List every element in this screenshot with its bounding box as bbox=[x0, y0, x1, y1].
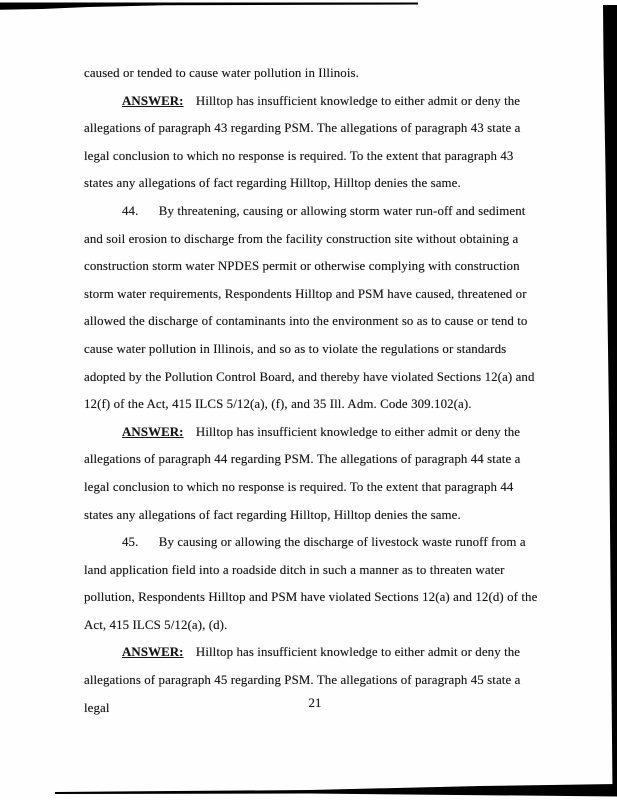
paragraph-number: 44. bbox=[122, 203, 139, 218]
paragraph-text: By threatening, causing or allowing storm water run-off and sediment and soil erosion to discharge from the facility construction site without obtaining a construction storm water NPDES permit or otherwise complying with construction storm water requirements, Respondents Hilltop and PSM have caused, threatened or allowed the discharge of contaminants into the environment so as to cause or tend to cause water pollution in Illinois, and so as to violate the regulations or standards adopted by the Pollution Control Board, and thereby have violated Sections 12(a) and 12(f) of the Act, 415 ILCS 5/12(a), (f), and 35 Ill. Adm. Code 309.102(a). bbox=[84, 203, 535, 412]
paragraph-text: caused or tended to cause water pollution in Illinois. bbox=[84, 66, 359, 80]
paragraph-43-continuation bbox=[84, 60, 546, 88]
scan-artifact-top-edge bbox=[0, 3, 418, 10]
paragraph-number: 45. bbox=[122, 535, 139, 550]
page-number: 21 bbox=[308, 696, 322, 710]
scan-artifact-bottom-edge bbox=[55, 784, 617, 797]
answer-label: ANSWER: bbox=[122, 424, 184, 439]
numbered-paragraph-44 bbox=[84, 198, 546, 419]
answer-paragraph-44 bbox=[84, 419, 546, 529]
paragraph-text: Hilltop has insufficient knowledge to either admit or deny the allegations of paragraph 44 regarding PSM. The allegations of paragraph 44 state a legal conclusion to which no response is required. To the extent that paragraph 44 states any allegations of fact regarding Hilltop, Hilltop denies the same. bbox=[84, 424, 521, 522]
scan-artifact-right-edge bbox=[603, 5, 617, 792]
paragraph-text: Hilltop has insufficient knowledge to either admit or deny the allegations of paragraph 45 regarding PSM. The allegations of paragraph 45 state a legal bbox=[84, 645, 521, 715]
numbered-paragraph-45 bbox=[84, 529, 546, 639]
answer-paragraph-43 bbox=[84, 88, 546, 198]
answer-label: ANSWER: bbox=[122, 93, 184, 108]
document-body bbox=[84, 60, 546, 722]
paragraph-text: Hilltop has insufficient knowledge to either admit or deny the allegations of paragraph 43 regarding PSM. The allegations of paragraph 43 state a legal conclusion to which no response is required. To the extent that paragraph 43 states any allegations of fact regarding Hilltop, Hilltop denies the same. bbox=[84, 93, 521, 191]
paragraph-text: By causing or allowing the discharge of livestock waste runoff from a land application field into a roadside ditch in such a manner as to threaten water pollution, Respondents Hilltop and PSM have violated Sections 12(a) and 12(d) of the Act, 415 ILCS 5/12(a), (d). bbox=[84, 535, 538, 632]
answer-label: ANSWER: bbox=[122, 645, 184, 660]
